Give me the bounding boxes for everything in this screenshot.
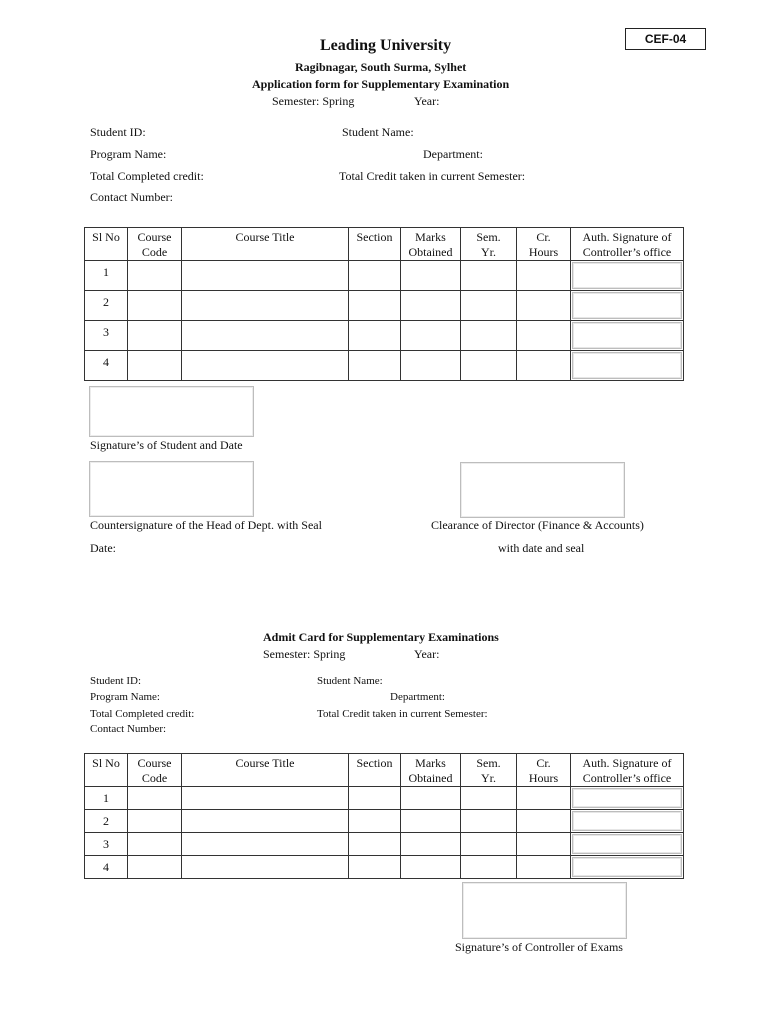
contact-number-field[interactable]: Contact Number:	[90, 190, 173, 204]
table-row	[85, 787, 684, 810]
cr-hours-cell[interactable]	[517, 856, 571, 879]
col-auth-signature: Auth. Signature of Controller’s office	[571, 754, 684, 787]
admit-course-table	[84, 753, 684, 879]
admit-program-name-field[interactable]: Program Name:	[90, 691, 160, 703]
course-title-cell[interactable]	[182, 833, 349, 856]
university-address: Ragibnagar, South Surma, Sylhet	[295, 60, 467, 74]
col-course-code: Course Code	[128, 754, 182, 787]
cr-hours-cell[interactable]	[517, 261, 571, 291]
student-signature-label: Signature’s of Student and Date	[90, 438, 243, 452]
cr-hours-cell[interactable]	[517, 321, 571, 351]
course-code-cell[interactable]	[128, 351, 182, 381]
clearance-label: Clearance of Director (Finance & Accounts)	[431, 518, 644, 532]
section-cell[interactable]	[349, 321, 401, 351]
year-label: Year:	[414, 94, 440, 108]
table-row	[85, 856, 684, 879]
col-cr-hours: Cr. Hours	[517, 754, 571, 787]
cr-hours-cell[interactable]	[517, 787, 571, 810]
countersignature-box[interactable]	[89, 461, 254, 517]
table-row	[85, 810, 684, 833]
col-sem-yr: Sem. Yr.	[461, 228, 517, 261]
admit-year-label: Year:	[414, 647, 440, 661]
row-number: 1	[85, 261, 128, 291]
countersignature-label: Countersignature of the Head of Dept. with Seal	[90, 518, 322, 532]
auth-signature-cell[interactable]	[571, 321, 684, 351]
admit-student-name-field[interactable]: Student Name:	[317, 675, 383, 687]
col-auth-signature: Auth. Signature of Controller’s office	[571, 228, 684, 261]
program-name-field[interactable]: Program Name:	[90, 147, 167, 161]
form-code-badge: CEF-04	[625, 28, 706, 50]
sem-yr-cell[interactable]	[461, 351, 517, 381]
course-title-cell[interactable]	[182, 856, 349, 879]
department-field[interactable]: Department:	[423, 147, 483, 161]
course-title-cell[interactable]	[182, 291, 349, 321]
section-cell[interactable]	[349, 291, 401, 321]
col-sl-no: Sl No	[85, 754, 128, 787]
course-code-cell[interactable]	[128, 321, 182, 351]
course-code-cell[interactable]	[128, 833, 182, 856]
course-title-cell[interactable]	[182, 351, 349, 381]
total-credit-current-field[interactable]: Total Credit taken in current Semester:	[339, 169, 526, 183]
admit-department-field[interactable]: Department:	[390, 691, 445, 703]
section-cell[interactable]	[349, 261, 401, 291]
col-course-title: Course Title	[182, 754, 349, 787]
admit-semester-label: Semester: Spring	[263, 647, 346, 661]
col-section: Section	[349, 228, 401, 261]
clearance-box[interactable]	[460, 462, 625, 518]
date-field[interactable]: Date:	[90, 541, 116, 555]
marks-cell[interactable]	[401, 321, 461, 351]
section-cell[interactable]	[349, 833, 401, 856]
student-id-field[interactable]: Student ID:	[90, 125, 146, 139]
course-title-cell[interactable]	[182, 261, 349, 291]
course-code-cell[interactable]	[128, 291, 182, 321]
row-number: 3	[85, 321, 128, 351]
auth-signature-cell[interactable]	[571, 810, 684, 833]
sem-yr-cell[interactable]	[461, 261, 517, 291]
application-course-table	[84, 227, 684, 381]
marks-cell[interactable]	[401, 291, 461, 321]
auth-signature-cell[interactable]	[571, 291, 684, 321]
cr-hours-cell[interactable]	[517, 833, 571, 856]
table-row	[85, 833, 684, 856]
table-row	[85, 351, 684, 381]
table-row	[85, 291, 684, 321]
table-row	[85, 321, 684, 351]
row-number: 2	[85, 810, 128, 833]
marks-cell[interactable]	[401, 833, 461, 856]
row-number: 4	[85, 856, 128, 879]
admit-total-completed-credit-field[interactable]: Total Completed credit:	[90, 708, 195, 720]
auth-signature-cell[interactable]	[571, 856, 684, 879]
cr-hours-cell[interactable]	[517, 810, 571, 833]
marks-cell[interactable]	[401, 810, 461, 833]
cr-hours-cell[interactable]	[517, 291, 571, 321]
sem-yr-cell[interactable]	[461, 321, 517, 351]
auth-signature-cell[interactable]	[571, 351, 684, 381]
sem-yr-cell[interactable]	[461, 291, 517, 321]
course-code-cell[interactable]	[128, 856, 182, 879]
table-row	[85, 261, 684, 291]
col-marks-obtained: Marks Obtained	[401, 754, 461, 787]
auth-signature-cell[interactable]	[571, 787, 684, 810]
sem-yr-cell[interactable]	[461, 856, 517, 879]
col-sem-yr: Sem. Yr.	[461, 754, 517, 787]
marks-cell[interactable]	[401, 787, 461, 810]
sem-yr-cell[interactable]	[461, 810, 517, 833]
university-name: Leading University	[320, 37, 452, 54]
controller-signature-label: Signature’s of Controller of Exams	[455, 940, 623, 954]
form-title: Application form for Supplementary Examination	[252, 77, 510, 91]
course-title-cell[interactable]	[182, 810, 349, 833]
admit-contact-number-field[interactable]: Contact Number:	[90, 723, 167, 735]
section-cell[interactable]	[349, 856, 401, 879]
table-header-row	[85, 754, 684, 787]
cr-hours-cell[interactable]	[517, 351, 571, 381]
course-title-cell[interactable]	[182, 787, 349, 810]
auth-signature-cell[interactable]	[571, 833, 684, 856]
section-cell[interactable]	[349, 810, 401, 833]
row-number: 4	[85, 351, 128, 381]
row-number: 3	[85, 833, 128, 856]
col-cr-hours: Cr. Hours	[517, 228, 571, 261]
row-number: 1	[85, 787, 128, 810]
sem-yr-cell[interactable]	[461, 833, 517, 856]
course-code-cell[interactable]	[128, 787, 182, 810]
sem-yr-cell[interactable]	[461, 787, 517, 810]
student-name-field[interactable]: Student Name:	[342, 125, 414, 139]
section-cell[interactable]	[349, 787, 401, 810]
course-code-cell[interactable]	[128, 261, 182, 291]
row-number: 2	[85, 291, 128, 321]
col-marks-obtained: Marks Obtained	[401, 228, 461, 261]
marks-cell[interactable]	[401, 856, 461, 879]
section-cell[interactable]	[349, 351, 401, 381]
col-sl-no: Sl No	[85, 228, 128, 261]
total-completed-credit-field[interactable]: Total Completed credit:	[90, 169, 204, 183]
marks-cell[interactable]	[401, 261, 461, 291]
semester-label: Semester: Spring	[272, 94, 355, 108]
col-course-code: Course Code	[128, 228, 182, 261]
admit-student-id-field[interactable]: Student ID:	[90, 675, 142, 687]
col-course-title: Course Title	[182, 228, 349, 261]
admit-card-title: Admit Card for Supplementary Examinations	[263, 630, 499, 644]
controller-signature-box[interactable]	[462, 882, 627, 939]
course-code-cell[interactable]	[128, 810, 182, 833]
course-title-cell[interactable]	[182, 321, 349, 351]
auth-signature-cell[interactable]	[571, 261, 684, 291]
marks-cell[interactable]	[401, 351, 461, 381]
with-date-seal-label: with date and seal	[498, 541, 585, 555]
admit-total-credit-current-field[interactable]: Total Credit taken in current Semester:	[317, 708, 488, 720]
table-header-row	[85, 228, 684, 261]
student-signature-box[interactable]	[89, 386, 254, 437]
col-section: Section	[349, 754, 401, 787]
